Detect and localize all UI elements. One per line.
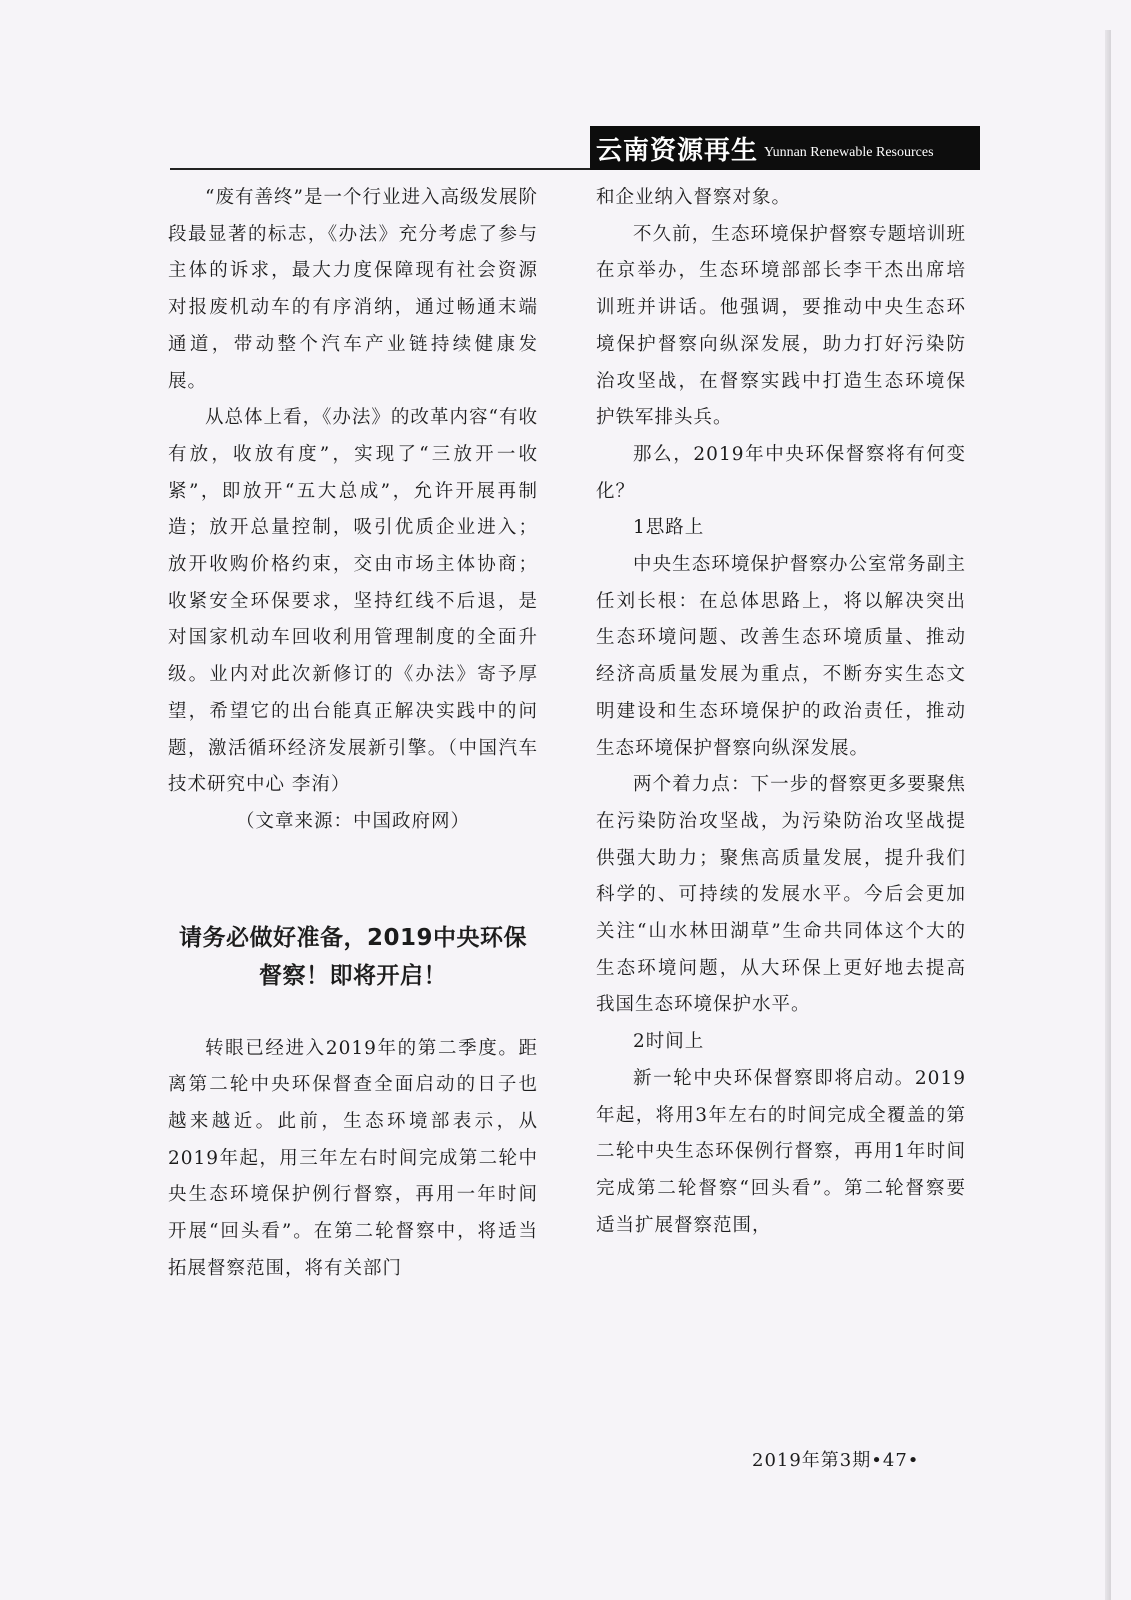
paragraph: “废有善终”是一个行业进入高级发展阶段最显著的标志，《办法》充分考虑了参与主体的诉求，最大力度保障现有社会资源对报废机动车的有序消纳，通过畅通末端通道，带动整个汽车产业链持续健康发展。 [168,187,538,392]
source-note: （文章来源：中国政府网） [235,810,470,832]
paragraph: 两个着力点：下一步的督察更多要聚焦在污染防治攻坚战，为污染防治攻坚战提供强大助力；聚焦高质量发展，提升我们科学的、可持续的发展水平。今后会更加关注“山水林田湖草”生命共同体这个大的生态环境问题，从大环保上更好地去提高我国生态环境保护水平。 [596,774,966,1016]
paragraph: 转眼已经进入2019年的第二季度。距离第二轮中央环保督查全面启动的日子也越来越近。此前，生态环境部表示，从2019年起，用三年左右时间完成第二轮中央生态环境保护例行督察，再用一年时间开展“回头看”。在第二轮督察中，将适当拓展督察范围，将有关部门 [168,1037,538,1279]
right-column [596,180,966,1244]
paragraph: 那么，2019年中央环保督察将有何变化？ [596,443,966,502]
paragraph: 从总体上看，《办法》的改革内容“有收有放，收放有度”，实现了“三放开一收紧”，即放开“五大总成”，允许开展再制造；放开总量控制，吸引优质企业进入；放开收购价格约束，交由市场主体协商；收紧安全环保要求，坚持红线不后退，是对国家机动车回收利用管理制度的全面升级。业内对此次新修订的《办法》寄予厚望，希望它的出台能真正解决实践中的问题，激活循环经济发展新引擎。（中国汽车技术研究中心 李洧） [168,407,538,796]
page-edge [1105,30,1111,1600]
header-rule [170,168,590,170]
section-heading: 2时间上 [633,1031,705,1053]
journal-header [590,126,980,170]
left-column [168,180,538,1288]
paragraph: 不久前，生态环境保护督察专题培训班在京举办，生态环境部部长李干杰出席培训班并讲话。他强调，要推动中央生态环境保护督察向纵深发展，助力打好污染防治攻坚战，在督察实践中打造生态环境保护铁军排头兵。 [596,223,966,429]
paragraph: 中央生态环境保护督察办公室常务副主任刘长根：在总体思路上，将以解决突出生态环境问题、改善生态环境质量、推动经济高质量发展为重点，不断夯实生态文明建设和生态环境保护的政治责任，推动生态环境保护督察向纵深发展。 [596,554,966,759]
page-number: 2019年第3期•47• [752,1450,920,1471]
paragraph: 和企业纳入督察对象。 [596,187,792,208]
section-heading: 1思路上 [633,517,705,539]
paragraph: 新一轮中央环保督察即将启动。2019年起，将用3年左右的时间完成全覆盖的第二轮中央生态环保例行督察，再用1年时间完成第二轮督察“回头看”。第二轮督察要适当扩展督察范围， [596,1067,966,1236]
spacer [168,841,538,919]
article-title: 请务必做好准备，2019中央环保督察！即将开启！ [178,924,527,989]
journal-title-en: Yunnan Renewable Resources [764,145,934,160]
journal-title-cn: 云南资源再生 [596,135,759,166]
